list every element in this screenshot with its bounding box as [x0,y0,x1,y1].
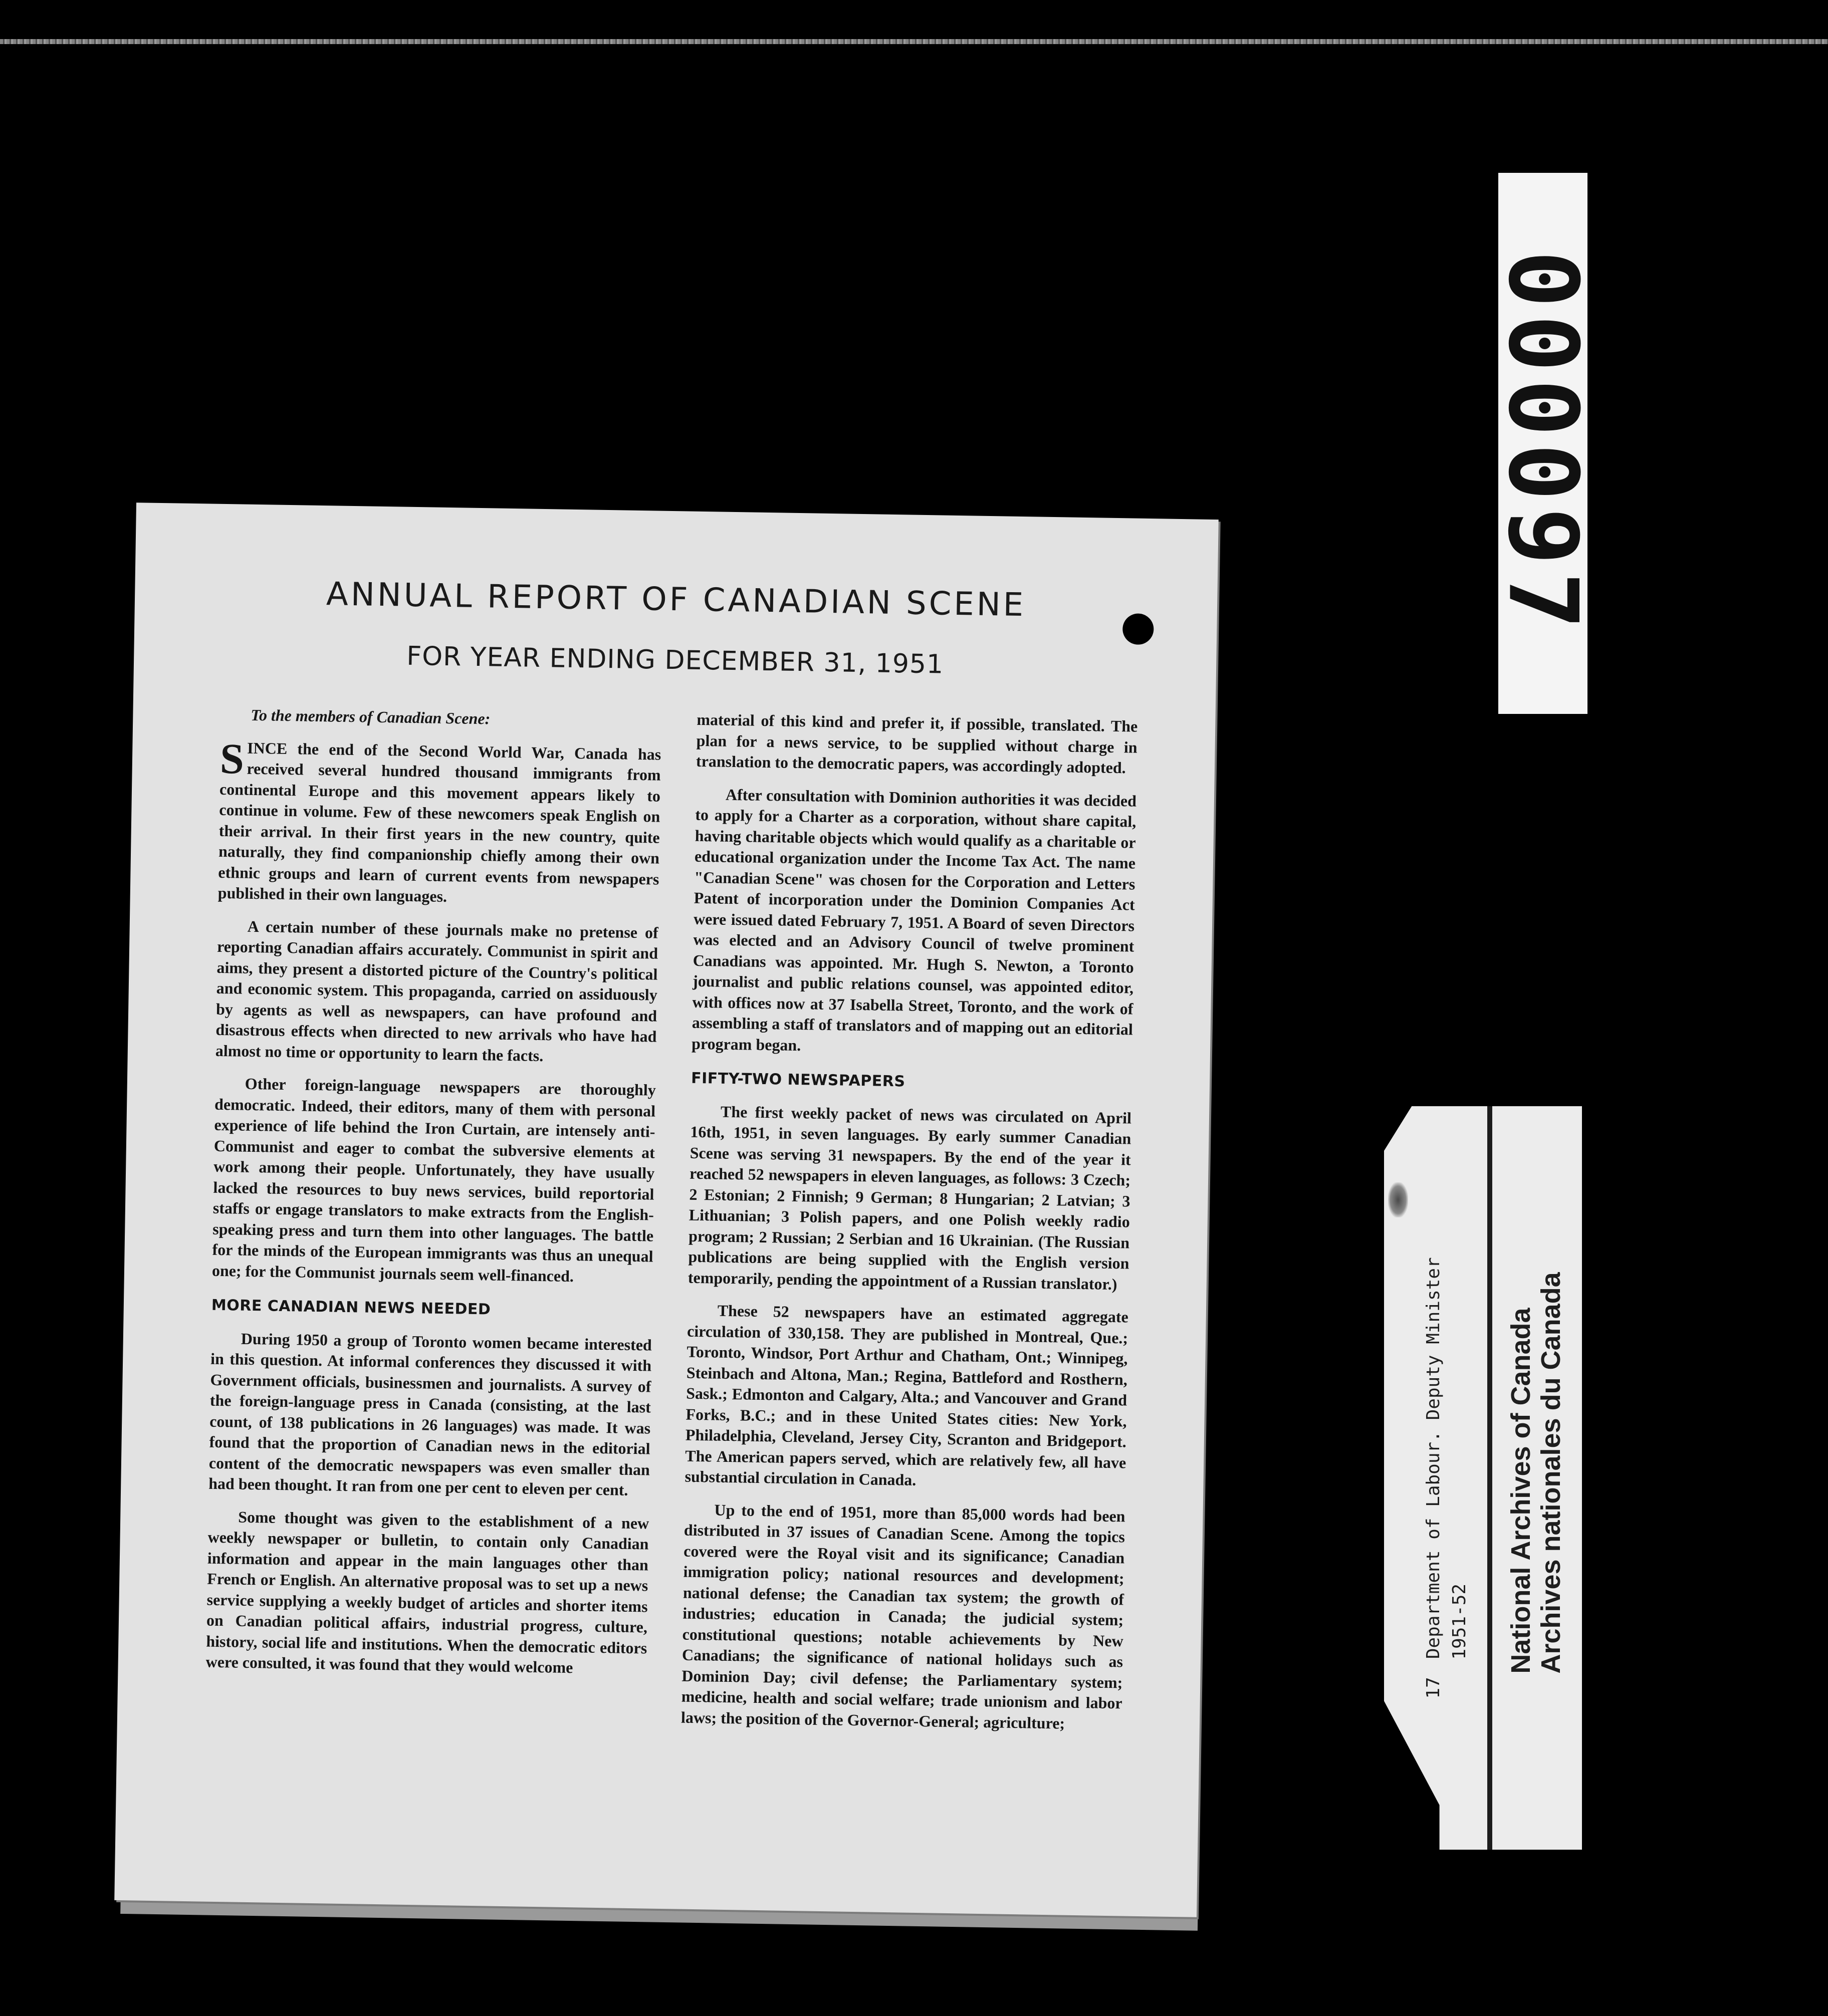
archives-name [1506,1272,1566,1673]
document-title: ANNUAL REPORT OF CANADIAN SCENE [326,576,1026,624]
section-heading: MORE CANADIAN NEWS NEEDED [211,1296,491,1319]
paragraph: After consultation with Dominion authorities it was decided to apply for a Charter as a corporation, without share capital, having charitable objects which would qualify as a charitable or educational organization under the Income Tax Act. The name "Canadian Scene" was chosen for the Corporation and Letters Patent of incorporation under the Dominion Companies Act were issued dated February 7, 1951. A Board of seven Directors was elected and an Advisory Council of twelve prominent Canadians was appointed. Mr. Hugh S. Newton, a Toronto journalist and public relations counsel, was appointed editor, with offices now at 37 Isabella Street, Toronto, and the work of assembling a staff of translators and of mapping out an editorial program began. [691,785,1137,1054]
drop-cap: S [219,734,245,783]
paragraph: During 1950 a group of Toronto women became interested in this question. At informal conferences they discussed it with Government officials, businessmen and journalists. A survey of the foreign-language press in Canada (consisting, at the last count, of 138 publications in 26 languages) was made. It was found that the proportion of Canadian news in the editorial content of the democratic newspapers was even smaller than had been thought. It ran from one per cent to eleven per cent. [208,1329,652,1499]
paragraph: Other foreign-language newspapers are thoroughly democratic. Indeed, their editors, many of them with personal experience of life behind the Iron Curtain, are intensely anti-Communist and eager to combat the subversive elements at work among their people. Unfortunately, they have usually lacked the resources to buy news services, build reportorial staffs or engage translators to make extracts from the English-speaking press and turn them into other languages. The battle for the minds of the European immigrants was thus an unequal one; for the Communist journals seem well-financed. [211,1074,656,1285]
paragraph: A certain number of these journals make no pretense of reporting Canadian affairs accurately. Communist in spirit and aims, they present a distorted picture of the Country's political and economic system. This propaganda, carried on assiduously by agents as well as newspapers, can have profound and disastrous effects when directed to new arrivals who have had almost no time or opportunity to learn the facts. [215,917,658,1065]
ink-mark [1388,1182,1408,1217]
paragraph-text: INCE the end of the Second World War, Canada has received several hundred thousand immigrants from continental Europe and this movement appears likely to continue in volume. Few of these newcomers speak English on their arrival. In their first years in the new country, quite naturally, they find companionship chiefly among their own ethnic groups and learn of current events from newspapers published in their own languages. [217,738,661,906]
left-column [205,704,662,1691]
document-subtitle: FOR YEAR ENDING DECEMBER 31, 1951 [406,641,944,680]
paragraph: Some thought was given to the establishment of a new weekly newspaper or bulletin, to contain only Canadian information and appear in the main languages other than French or English. An alternative proposal was to set up a news service supplying a weekly budget of articles and shorter items on Canadian political affairs, industrial progress, culture, history, social life and institutions. When the democratic editors were consulted, it was found that they would welcome [205,1507,649,1677]
paragraph [217,734,661,910]
document-page [114,502,1219,1917]
paragraph: Up to the end of 1951, more than 85,000 words had been distributed in 37 issues of Canadian Scene. Among the topics covered were the Royal visit and its significance; Canadian immigration policy; national resources and development; national defense; the Canadian tax system; the growth of industries; education in Canada; the judicial system; constitutional questions; notable achievements by New Canadians; the significance of national holidays such as Dominion Day; civil defense; the Parliamentary system; medicine, health and social welfare; trade unionism and labor laws; the position of the Governor-General; agriculture; [680,1500,1125,1732]
film-edge [0,39,1828,44]
reference-line [1447,1257,1473,1698]
right-column [680,709,1137,1747]
reference-line [1421,1257,1447,1698]
paragraph: These 52 newspapers have an estimated aggregate circulation of 330,158. They are published in Montreal, Que.; Toronto, Windsor, Port Arthur and Chatham, Ont.; Winnipeg, Steinbach and Altona, Man.; Regina, Battleford and Rosthern, Sask.; Edmonton and Calgary, Alta.; and Vancouver and Grand Forks, B.C.; and in these United States cities: New York, Philadelphia, Cleveland, Jersey City, Scranton and Bridgeport. The American papers served, which are relatively few, all have substantial circulation in Canada. [684,1301,1129,1489]
frame-number: 000097 [1487,250,1598,637]
tag-fold-line [1487,1106,1492,1850]
archives-name-en: National Archives of Canada [1506,1308,1536,1674]
years-range: 1951-52 [1449,1583,1470,1660]
volume-number: 17 [1423,1677,1444,1699]
frame-number-label [1487,173,1598,714]
paragraph: material of this kind and prefer it, if possible, translated. The plan for a news service, to be supplied without charge in translation to the democratic papers, was accordingly adopted. [696,710,1138,777]
salutation: To the members of Canadian Scene: [251,705,491,728]
section-heading: FIFTY-TWO NEWSPAPERS [691,1069,905,1091]
archives-name-fr: Archives nationales du Canada [1536,1272,1566,1674]
paragraph: The first weekly packet of news was circulated on April 16th, 1951, in seven languages. By early summer Canadian Scene was serving 31 newspapers. By the end of the year it reached 52 newspapers in eleven languages, as follows: 3 Czech; 2 Estonian; 2 Finnish; 9 German; 8 Hungarian; 2 Latvian; 3 Lithuanian; 3 Polish papers, and one Polish weekly radio program; 2 Russian; 2 Serbian and 16 Ukrainian. (The Russian publications are being supplied with the English version temporarily, pending the appointment of a Russian translator.) [688,1102,1132,1293]
department-name: Department of Labour. Deputy Minister [1423,1257,1444,1659]
archive-reference [1421,1257,1473,1698]
